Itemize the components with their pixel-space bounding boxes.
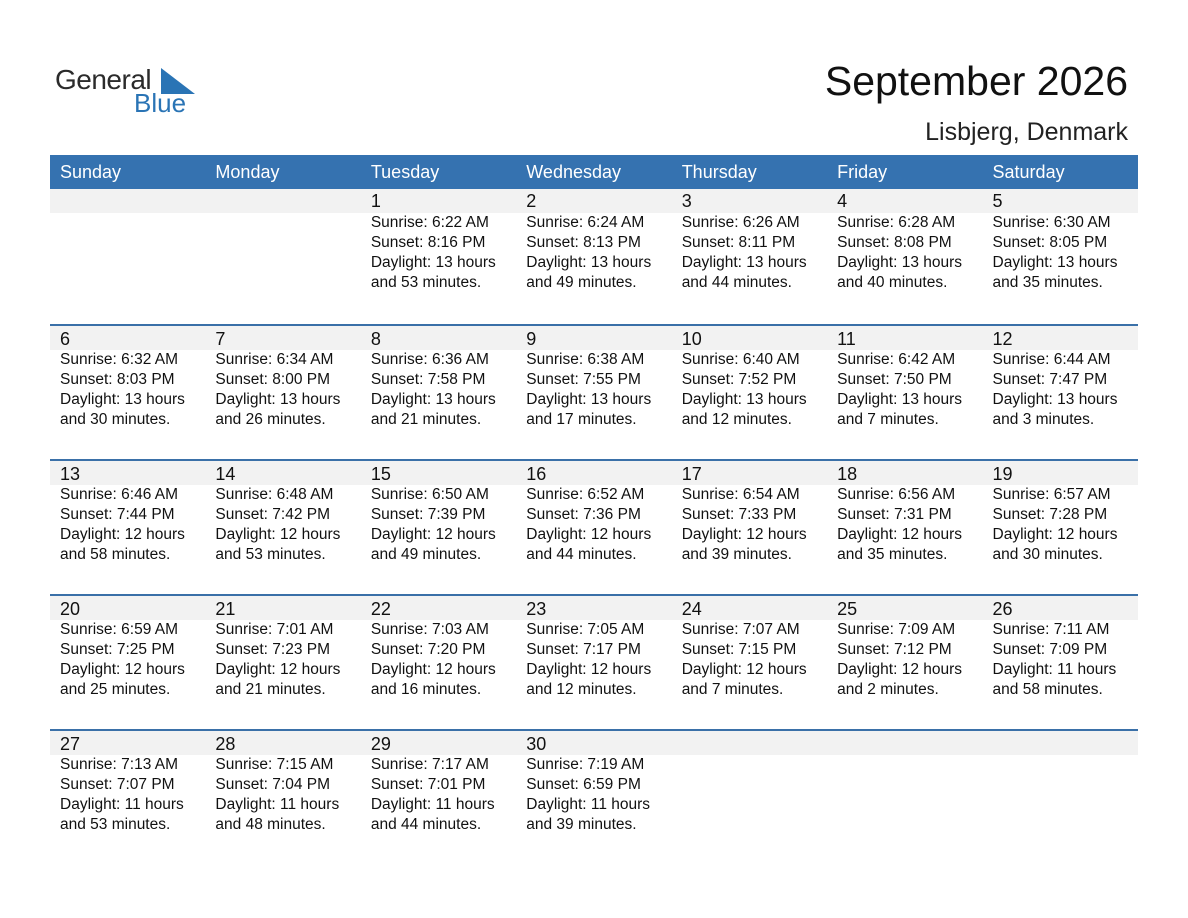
daylight-minutes: and 12 minutes. — [526, 681, 637, 698]
day-number: 1 — [370, 191, 381, 211]
daylight-minutes: and 35 minutes. — [992, 274, 1103, 291]
daylight-minutes: and 49 minutes. — [526, 274, 637, 291]
daylight-hours: Daylight: 13 hours — [370, 254, 496, 271]
day-number: 22 — [370, 599, 391, 619]
sunset-time: Sunset: 7:25 PM — [60, 641, 175, 658]
daylight-hours: Daylight: 12 hours — [60, 526, 185, 543]
daylight-hours: Daylight: 11 hours — [526, 796, 651, 813]
daylight-hours: Daylight: 12 hours — [681, 526, 807, 543]
weekday-header-monday: Monday — [215, 162, 280, 182]
daylight-hours: Daylight: 13 hours — [526, 391, 652, 408]
sunrise-time: Sunrise: 6:46 AM — [60, 486, 179, 503]
sunset-time: Sunset: 7:33 PM — [681, 506, 797, 523]
empty-day-cell — [827, 731, 982, 864]
day-cell — [50, 326, 205, 459]
day-cell — [983, 596, 1138, 729]
daylight-minutes: and 53 minutes. — [215, 546, 326, 563]
day-cell — [516, 326, 671, 459]
day-cell — [50, 731, 205, 864]
day-cell — [361, 189, 516, 324]
weekday-header-sunday: Sunday — [60, 162, 122, 182]
sunrise-time: Sunrise: 6:52 AM — [526, 486, 645, 503]
day-number: 4 — [837, 191, 848, 211]
sunset-time: Sunset: 7:28 PM — [992, 506, 1108, 523]
day-number: 7 — [215, 329, 226, 349]
day-number: 15 — [370, 464, 391, 484]
day-cell — [50, 596, 205, 729]
sunset-time: Sunset: 8:05 PM — [992, 234, 1108, 251]
sunset-time: Sunset: 7:20 PM — [370, 641, 486, 658]
daylight-hours: Daylight: 13 hours — [837, 254, 963, 271]
sunrise-time: Sunrise: 6:32 AM — [60, 351, 179, 368]
day-cell — [672, 596, 827, 729]
daylight-minutes: and 35 minutes. — [837, 546, 948, 563]
sunset-time: Sunset: 7:36 PM — [526, 506, 641, 523]
day-cell — [672, 189, 827, 324]
sunset-time: Sunset: 8:00 PM — [215, 371, 331, 388]
day-cell — [983, 326, 1138, 459]
empty-day-cell — [50, 189, 205, 324]
weekday-header-tuesday: Tuesday — [370, 162, 440, 182]
sunset-time: Sunset: 7:12 PM — [837, 641, 952, 658]
daylight-minutes: and 39 minutes. — [526, 816, 637, 833]
daylight-minutes: and 17 minutes. — [526, 411, 637, 428]
day-cell — [361, 596, 516, 729]
sunrise-time: Sunrise: 7:03 AM — [370, 621, 489, 638]
daylight-hours: Daylight: 12 hours — [215, 526, 341, 543]
daylight-minutes: and 3 minutes. — [992, 411, 1095, 428]
daylight-minutes: and 53 minutes. — [60, 816, 171, 833]
empty-day-cell — [672, 731, 827, 864]
daylight-minutes: and 30 minutes. — [992, 546, 1103, 563]
daylight-minutes: and 48 minutes. — [215, 816, 326, 833]
daylight-hours: Daylight: 13 hours — [992, 391, 1118, 408]
daylight-hours: Daylight: 13 hours — [370, 391, 496, 408]
sunset-time: Sunset: 7:44 PM — [60, 506, 175, 523]
day-cell — [983, 189, 1138, 324]
day-cell — [827, 461, 982, 594]
sunrise-time: Sunrise: 6:26 AM — [681, 214, 800, 231]
day-cell — [827, 189, 982, 324]
daylight-hours: Daylight: 12 hours — [370, 661, 496, 678]
day-cell — [827, 326, 982, 459]
sunset-time: Sunset: 7:23 PM — [215, 641, 331, 658]
day-number: 20 — [60, 599, 81, 619]
empty-day-cell — [205, 189, 360, 324]
sunrise-time: Sunrise: 7:01 AM — [215, 621, 334, 638]
sunrise-time: Sunrise: 6:59 AM — [60, 621, 179, 638]
daylight-minutes: and 16 minutes. — [370, 681, 482, 698]
daylight-minutes: and 7 minutes. — [681, 681, 784, 698]
week-row — [50, 324, 1138, 459]
sunset-time: Sunset: 7:17 PM — [526, 641, 641, 658]
day-number: 11 — [837, 329, 856, 349]
sunrise-time: Sunrise: 6:30 AM — [992, 214, 1111, 231]
daylight-hours: Daylight: 12 hours — [837, 661, 963, 678]
sunrise-time: Sunrise: 7:09 AM — [837, 621, 956, 638]
day-cell — [516, 731, 671, 864]
week-row — [50, 189, 1138, 324]
day-number: 10 — [681, 329, 702, 349]
day-cell — [672, 461, 827, 594]
weekday-header-saturday: Saturday — [992, 162, 1065, 182]
sunset-time: Sunset: 7:50 PM — [837, 371, 952, 388]
day-number: 14 — [215, 464, 236, 484]
daylight-hours: Daylight: 12 hours — [681, 661, 807, 678]
daylight-hours: Daylight: 12 hours — [526, 661, 652, 678]
daylight-minutes: and 30 minutes. — [60, 411, 171, 428]
day-cell — [516, 596, 671, 729]
sunrise-time: Sunrise: 6:56 AM — [837, 486, 956, 503]
daylight-minutes: and 58 minutes. — [992, 681, 1103, 698]
daylight-minutes: and 40 minutes. — [837, 274, 948, 291]
sunrise-time: Sunrise: 6:54 AM — [681, 486, 800, 503]
sunrise-time: Sunrise: 7:05 AM — [526, 621, 645, 638]
day-number: 30 — [526, 734, 547, 754]
day-cell — [205, 596, 360, 729]
day-number: 2 — [526, 191, 537, 211]
sunset-time: Sunset: 7:04 PM — [215, 776, 331, 793]
sunset-time: Sunset: 7:52 PM — [681, 371, 797, 388]
calendar-grid — [50, 155, 1138, 864]
week-row — [50, 729, 1138, 864]
daylight-minutes: and 49 minutes. — [370, 546, 482, 563]
sunrise-time: Sunrise: 6:48 AM — [215, 486, 334, 503]
daylight-hours: Daylight: 12 hours — [992, 526, 1118, 543]
day-number: 17 — [681, 464, 702, 484]
daylight-hours: Daylight: 12 hours — [370, 526, 496, 543]
daylight-hours: Daylight: 13 hours — [837, 391, 963, 408]
sunset-time: Sunset: 7:01 PM — [370, 776, 486, 793]
sunrise-time: Sunrise: 6:50 AM — [370, 486, 489, 503]
day-number: 16 — [526, 464, 547, 484]
location-label: Lisbjerg, Denmark — [925, 118, 1128, 146]
logo-text-blue: Blue — [134, 88, 187, 118]
day-number: 5 — [992, 191, 1003, 211]
sunrise-time: Sunrise: 7:13 AM — [60, 756, 179, 773]
sunrise-time: Sunrise: 6:36 AM — [370, 351, 489, 368]
daylight-minutes: and 44 minutes. — [370, 816, 482, 833]
sunrise-time: Sunrise: 7:19 AM — [526, 756, 645, 773]
weekday-header-friday: Friday — [837, 162, 888, 182]
week-row — [50, 594, 1138, 729]
sunset-time: Sunset: 7:09 PM — [992, 641, 1108, 658]
day-cell — [205, 326, 360, 459]
sunrise-time: Sunrise: 7:07 AM — [681, 621, 800, 638]
daylight-hours: Daylight: 11 hours — [370, 796, 495, 813]
day-number: 3 — [681, 191, 692, 211]
day-number: 23 — [526, 599, 547, 619]
day-number: 26 — [992, 599, 1013, 619]
empty-day-cell — [983, 731, 1138, 864]
sunset-time: Sunset: 7:39 PM — [370, 506, 486, 523]
weekday-header-wednesday: Wednesday — [526, 162, 621, 182]
sunrise-time: Sunrise: 7:17 AM — [370, 756, 489, 773]
generalblue-logo — [55, 64, 195, 120]
day-cell — [361, 461, 516, 594]
daylight-hours: Daylight: 11 hours — [992, 661, 1117, 678]
day-number: 28 — [215, 734, 236, 754]
daylight-minutes: and 2 minutes. — [837, 681, 939, 698]
sunrise-time: Sunrise: 6:28 AM — [837, 214, 956, 231]
day-cell — [672, 326, 827, 459]
sunset-time: Sunset: 8:13 PM — [526, 234, 641, 251]
daylight-hours: Daylight: 12 hours — [526, 526, 652, 543]
day-cell — [516, 189, 671, 324]
day-cell — [50, 461, 205, 594]
logo-text-general: General — [55, 64, 152, 95]
sunrise-time: Sunrise: 6:42 AM — [837, 351, 956, 368]
week-row — [50, 459, 1138, 594]
daylight-minutes: and 21 minutes. — [215, 681, 326, 698]
daylight-hours: Daylight: 13 hours — [526, 254, 652, 271]
day-number: 25 — [837, 599, 858, 619]
daylight-minutes: and 26 minutes. — [215, 411, 326, 428]
day-number: 24 — [681, 599, 702, 619]
day-number: 29 — [370, 734, 391, 754]
sunrise-time: Sunrise: 6:40 AM — [681, 351, 800, 368]
daylight-hours: Daylight: 13 hours — [215, 391, 341, 408]
day-number: 21 — [215, 599, 236, 619]
sunset-time: Sunset: 7:15 PM — [681, 641, 797, 658]
daylight-minutes: and 39 minutes. — [681, 546, 792, 563]
sunrise-time: Sunrise: 6:44 AM — [992, 351, 1111, 368]
sunset-time: Sunset: 8:16 PM — [370, 234, 486, 251]
page-title: September 2026 — [824, 58, 1128, 104]
sunset-time: Sunset: 8:08 PM — [837, 234, 952, 251]
sunset-time: Sunset: 8:03 PM — [60, 371, 175, 388]
daylight-hours: Daylight: 12 hours — [215, 661, 341, 678]
day-number: 18 — [837, 464, 858, 484]
daylight-hours: Daylight: 13 hours — [60, 391, 185, 408]
daylight-minutes: and 21 minutes. — [370, 411, 482, 428]
day-cell — [516, 461, 671, 594]
daylight-minutes: and 7 minutes. — [837, 411, 939, 428]
sunset-time: Sunset: 7:42 PM — [215, 506, 331, 523]
daylight-hours: Daylight: 11 hours — [215, 796, 340, 813]
day-number: 13 — [60, 464, 81, 484]
calendar-weeks — [50, 189, 1138, 864]
day-cell — [361, 731, 516, 864]
sunrise-time: Sunrise: 7:11 AM — [992, 621, 1110, 638]
day-number: 19 — [992, 464, 1013, 484]
daylight-hours: Daylight: 13 hours — [681, 254, 807, 271]
day-number: 27 — [60, 734, 81, 754]
daylight-hours: Daylight: 13 hours — [681, 391, 807, 408]
sunrise-time: Sunrise: 6:24 AM — [526, 214, 645, 231]
sunrise-time: Sunrise: 6:57 AM — [992, 486, 1111, 503]
day-cell — [205, 461, 360, 594]
sunset-time: Sunset: 7:07 PM — [60, 776, 175, 793]
sunrise-time: Sunrise: 6:34 AM — [215, 351, 334, 368]
day-cell — [205, 731, 360, 864]
day-cell — [827, 596, 982, 729]
day-number: 9 — [526, 329, 537, 349]
sunset-time: Sunset: 7:58 PM — [370, 371, 486, 388]
daylight-minutes: and 25 minutes. — [60, 681, 171, 698]
day-number: 6 — [60, 329, 71, 349]
day-number: 8 — [370, 329, 381, 349]
daylight-minutes: and 44 minutes. — [526, 546, 637, 563]
daylight-hours: Daylight: 12 hours — [60, 661, 185, 678]
weekday-header-thursday: Thursday — [681, 162, 757, 182]
daylight-minutes: and 44 minutes. — [681, 274, 792, 291]
sunset-time: Sunset: 6:59 PM — [526, 776, 641, 793]
sunset-time: Sunset: 7:47 PM — [992, 371, 1108, 388]
day-cell — [983, 461, 1138, 594]
daylight-hours: Daylight: 11 hours — [60, 796, 184, 813]
sunrise-time: Sunrise: 7:15 AM — [215, 756, 334, 773]
sunset-time: Sunset: 8:11 PM — [681, 234, 796, 251]
daylight-minutes: and 58 minutes. — [60, 546, 171, 563]
sunset-time: Sunset: 7:31 PM — [837, 506, 952, 523]
day-number: 12 — [992, 329, 1013, 349]
sunset-time: Sunset: 7:55 PM — [526, 371, 641, 388]
sunrise-time: Sunrise: 6:22 AM — [370, 214, 489, 231]
sunrise-time: Sunrise: 6:38 AM — [526, 351, 645, 368]
daylight-minutes: and 12 minutes. — [681, 411, 792, 428]
weekday-header-row — [50, 155, 1138, 189]
daylight-hours: Daylight: 13 hours — [992, 254, 1118, 271]
daylight-minutes: and 53 minutes. — [370, 274, 482, 291]
daylight-hours: Daylight: 12 hours — [837, 526, 963, 543]
day-cell — [361, 326, 516, 459]
